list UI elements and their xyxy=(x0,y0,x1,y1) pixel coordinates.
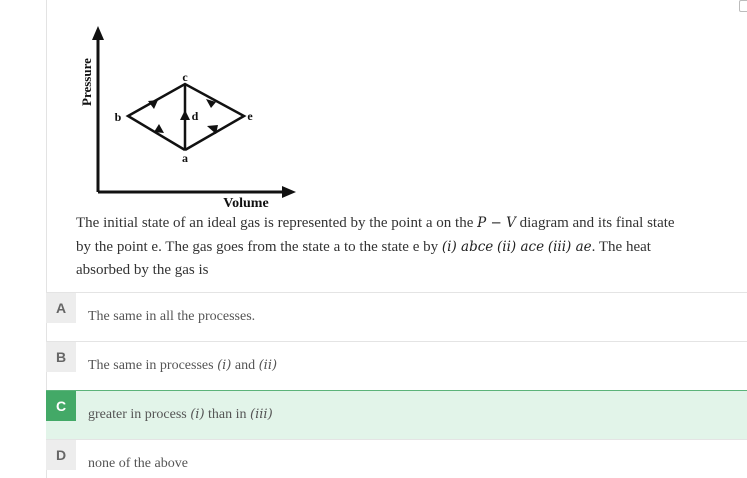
option-b-text-mid: and xyxy=(231,358,259,373)
process-2-math: (ii) ace xyxy=(497,238,545,255)
process-1-math: (i) abce xyxy=(441,238,494,255)
question-line2: by the point e. The gas goes from the state a to the state e by xyxy=(76,238,442,255)
point-c-label: c xyxy=(182,70,188,84)
option-b-math-2: (ii) xyxy=(258,358,278,373)
y-axis-arrow-icon xyxy=(92,26,104,40)
x-axis-arrow-icon xyxy=(282,186,296,198)
point-e-label: e xyxy=(247,109,253,123)
question-line2-end: . The heat xyxy=(591,238,651,255)
pv-diagram-svg xyxy=(70,22,310,212)
point-a-label: a xyxy=(182,151,188,165)
option-text xyxy=(88,358,277,374)
option-text xyxy=(88,309,255,325)
option-c-text: greater in process xyxy=(88,407,191,422)
option-letter: C xyxy=(46,391,76,421)
question-line3: absorbed by the gas is xyxy=(76,262,209,278)
option-a-text: The same in all the processes. xyxy=(88,309,256,324)
question-line1: The initial state of an ideal gas is represented by the point a on the xyxy=(76,215,478,231)
pv-diagram xyxy=(70,22,310,212)
option-d[interactable] xyxy=(46,439,747,478)
options-list xyxy=(46,292,747,478)
x-axis-label: Volume xyxy=(223,196,269,211)
option-text xyxy=(88,456,188,472)
question-line1-end: diagram and its final state xyxy=(515,215,675,231)
point-b-label: b xyxy=(114,110,122,124)
option-c-math-1: (i) xyxy=(190,407,205,422)
option-b-text: The same in processes xyxy=(88,358,218,373)
option-a[interactable] xyxy=(46,292,747,341)
question-text xyxy=(76,212,736,283)
option-c-text-mid: than in xyxy=(204,407,251,422)
process-3-math: (iii) ae xyxy=(547,238,592,255)
option-text xyxy=(88,407,273,423)
pv-math: P − V xyxy=(477,215,516,231)
point-d-label: d xyxy=(191,109,199,123)
arrow-ac-icon xyxy=(180,110,190,120)
option-letter: D xyxy=(46,440,76,470)
arrow-ab-icon xyxy=(154,124,164,133)
y-axis-label: Pressure xyxy=(79,58,94,106)
option-b-math-1: (i) xyxy=(217,358,232,373)
option-letter: B xyxy=(46,342,76,372)
corner-icon[interactable] xyxy=(739,0,747,12)
option-c[interactable] xyxy=(46,390,747,439)
option-c-math-2: (iii) xyxy=(250,407,273,422)
option-d-text: none of the above xyxy=(88,456,188,471)
option-letter: A xyxy=(46,293,76,323)
option-b[interactable] xyxy=(46,341,747,390)
